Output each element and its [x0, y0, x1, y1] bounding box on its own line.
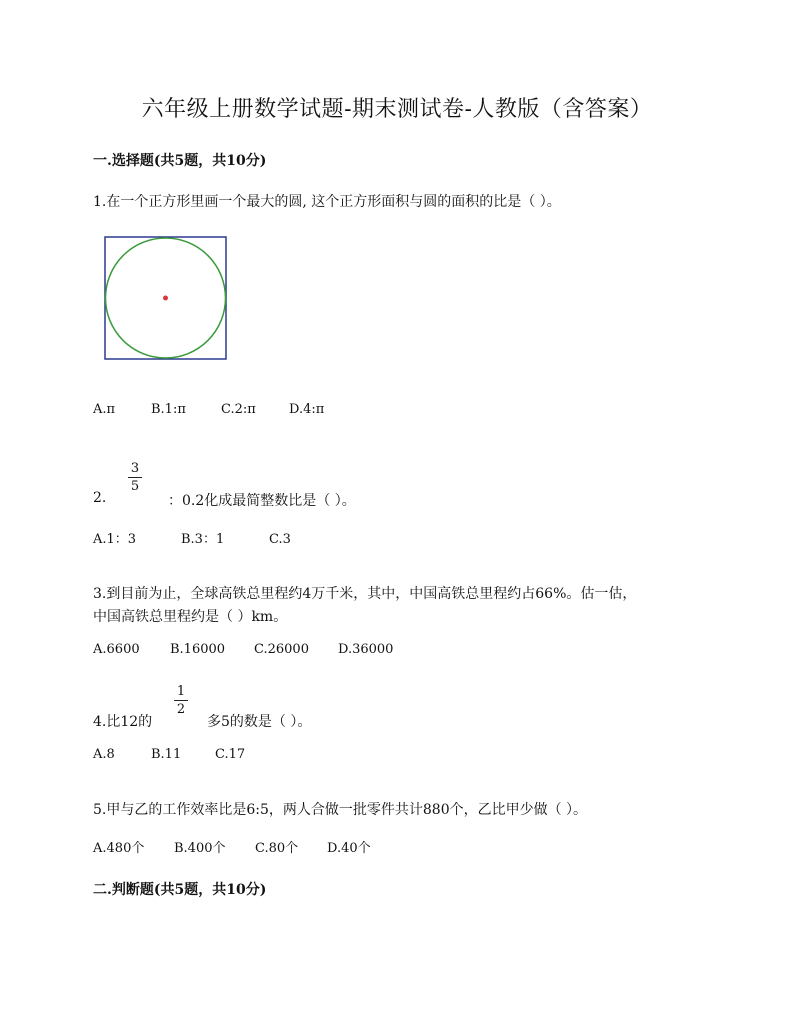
fraction-denominator: 5	[130, 479, 140, 494]
option-a[interactable]: A.1：3	[93, 532, 137, 547]
question-3-options	[93, 642, 393, 657]
option-c[interactable]: C.3	[269, 532, 291, 547]
option-d[interactable]: D.36000	[338, 642, 394, 657]
option-c[interactable]: C.26000	[254, 642, 309, 657]
fraction-numerator: 1	[176, 684, 186, 699]
option-a[interactable]: A.π	[93, 402, 116, 417]
option-b[interactable]: B.16000	[170, 642, 226, 657]
question-4-prefix: 4.比12的	[93, 714, 153, 730]
fraction-numerator: 3	[130, 461, 140, 476]
option-d[interactable]: D.40个	[327, 841, 371, 856]
question-3-line2: 中国高铁总里程约是（ ）km。	[93, 609, 288, 625]
question-2-fraction	[128, 462, 142, 493]
question-4-fraction	[174, 685, 188, 716]
question-2-options	[93, 528, 291, 547]
option-b[interactable]: B.3：1	[181, 532, 225, 547]
question-1-options	[93, 402, 324, 417]
square-circle-figure	[100, 233, 240, 367]
option-b[interactable]: B.11	[151, 747, 182, 762]
question-5-options	[93, 837, 371, 856]
question-1-text: 1.在一个正方形里画一个最大的圆, 这个正方形面积与圆的面积的比是（ ）。	[93, 194, 561, 210]
option-a[interactable]: A.6600	[93, 642, 140, 657]
option-a[interactable]: A.8	[93, 747, 115, 762]
option-a[interactable]: A.480个	[93, 841, 145, 856]
question-4-suffix: 多5的数是（ ）。	[207, 714, 312, 730]
option-b[interactable]: B.1:π	[151, 402, 186, 417]
fraction-bar	[174, 700, 188, 701]
option-c[interactable]: C.2:π	[221, 402, 256, 417]
question-5-text: 5.甲与乙的工作效率比是6:5，两人合做一批零件共计880个，乙比甲少做（ ）。	[93, 802, 588, 818]
option-c[interactable]: C.17	[215, 747, 246, 762]
option-b[interactable]: B.400个	[174, 841, 226, 856]
fraction-denominator: 2	[176, 702, 186, 717]
section-heading-choice: 一.选择题(共5题，共10分)	[93, 153, 267, 169]
question-2-text: ：0.2化成最简整数比是（ ）。	[168, 493, 356, 509]
figure-center-dot	[163, 296, 168, 301]
fraction-bar	[128, 477, 142, 478]
section-heading-judgement: 二.判断题(共5题，共10分)	[93, 882, 267, 898]
option-d[interactable]: D.4:π	[289, 402, 325, 417]
option-c[interactable]: C.80个	[255, 841, 299, 856]
question-3-line1: 3.到目前为止，全球高铁总里程约4万千米，其中，中国高铁总里程约占66%。估一估，	[93, 586, 637, 602]
page-title: 六年级上册数学试题-期末测试卷-人教版（含答案）	[141, 97, 653, 122]
question-2-number: 2.	[93, 490, 107, 506]
question-4-options	[93, 747, 245, 762]
